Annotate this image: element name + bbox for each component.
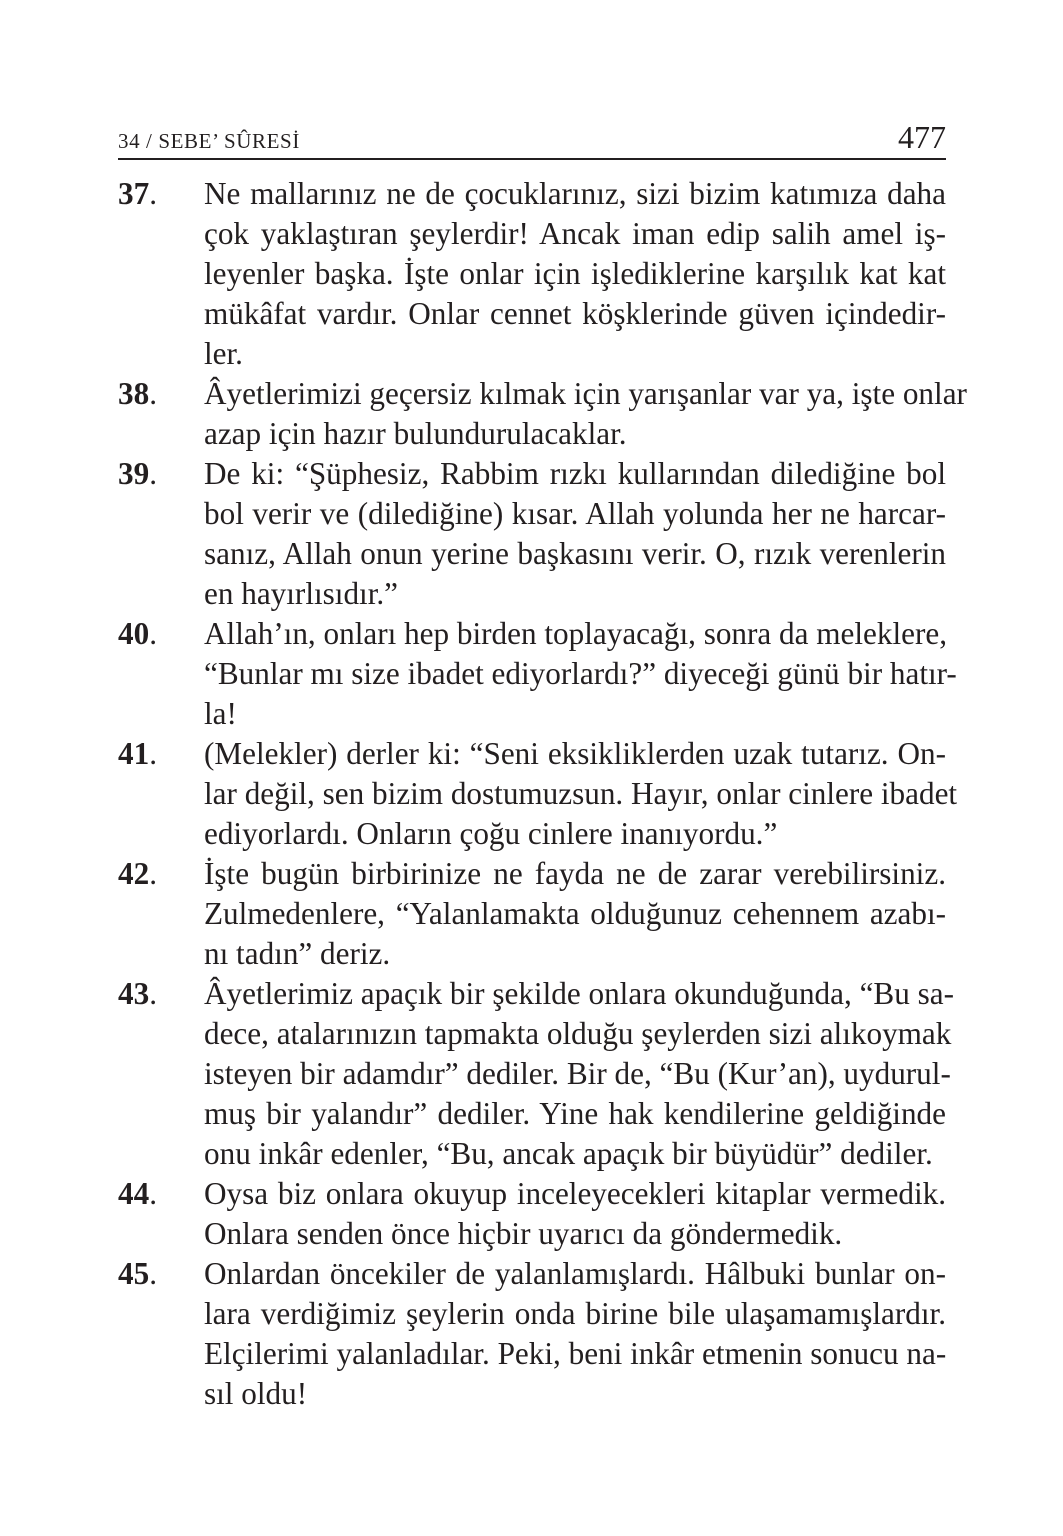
verse-number-dot: . (149, 456, 157, 491)
verse-line: mükâfat vardır. Onlar cennet köşklerinde güven içindedir- (204, 296, 946, 331)
verse-number-dot: . (149, 976, 157, 1011)
verse-number-value: 41 (118, 736, 150, 771)
verse-number-value: 38 (118, 376, 150, 411)
verse-number-dot: . (149, 736, 157, 771)
verse-number-value: 37 (118, 176, 150, 211)
verse-number-dot: . (149, 1176, 157, 1211)
verse-text (204, 854, 946, 974)
section-title: 34 / SEBE’ SÛRESİ (118, 129, 300, 153)
verse-text (204, 974, 954, 1174)
verse-45 (118, 1254, 946, 1414)
verse-line: azap için hazır bulundurulacaklar. (204, 416, 627, 451)
verse-number-dot: . (149, 856, 157, 891)
verse-line: bol verir ve (dilediğine) kısar. Allah yolunda her ne harcar- (204, 496, 946, 531)
verse-line: Ne mallarınız ne de çocuklarınız, sizi bizim katımıza daha (204, 176, 946, 211)
verse-line: çok yaklaştıran şeylerdir! Ancak iman edip salih amel iş- (204, 216, 946, 251)
verse-37 (118, 174, 946, 374)
verse-line: ler. (204, 336, 243, 371)
verse-text (204, 614, 957, 734)
verse-line: sıl oldu! (204, 1376, 308, 1411)
verse-number-value: 44 (118, 1176, 150, 1211)
verse-list (118, 174, 967, 1414)
verse-number-value: 45 (118, 1256, 150, 1291)
verse-line: (Melekler) derler ki: “Seni eksikliklerden uzak tutarız. On- (204, 736, 946, 771)
verse-line: Zulmedenlere, “Yalanlamakta olduğunuz cehennem azabı- (204, 896, 946, 931)
verse-number-dot: . (149, 1256, 157, 1291)
verse-text (204, 734, 958, 854)
verse-number (118, 374, 157, 414)
verse-line: sanız, Allah onun yerine başkasını verir. O, rızık verenlerin (204, 536, 946, 571)
verse-line: dece, atalarınızın tapmakta olduğu şeylerden sizi alıkoymak (204, 1016, 952, 1051)
page-number: 477 (898, 119, 946, 155)
verse-line: lar değil, sen bizim dostumuzsun. Hayır, onlar cinlere ibadet (204, 776, 958, 811)
verse-line: ediyorlardı. Onların çoğu cinlere inanıyordu.” (204, 816, 778, 851)
verse-number (118, 854, 157, 894)
verse-line: en hayırlısıdır.” (204, 576, 399, 611)
verse-39 (118, 454, 946, 614)
verse-line: la! (204, 696, 237, 731)
verse-text (204, 454, 946, 614)
verse-text (204, 174, 946, 374)
verse-text (204, 1174, 946, 1254)
verse-line: Oysa biz onlara okuyup inceleyecekleri kitaplar vermedik. (204, 1176, 946, 1211)
verse-number-value: 40 (118, 616, 150, 651)
verse-number (118, 174, 157, 214)
verse-number-dot: . (149, 616, 157, 651)
verse-line: Allah’ın, onları hep birden toplayacağı, sonra da meleklere, (204, 616, 948, 651)
verse-38 (118, 374, 967, 454)
verse-line: Âyetlerimiz apaçık bir şekilde onlara okunduğunda, “Bu sa- (204, 976, 954, 1011)
verse-41 (118, 734, 958, 854)
verse-text (204, 1254, 946, 1414)
verse-number-value: 42 (118, 856, 150, 891)
verse-number-dot: . (149, 376, 157, 411)
verse-number (118, 454, 157, 494)
verse-line: Onlara senden önce hiçbir uyarıcı da göndermedik. (204, 1216, 843, 1251)
verse-number (118, 614, 157, 654)
verse-number (118, 1174, 157, 1214)
verse-number-dot: . (149, 176, 157, 211)
verse-line: Âyetlerimizi geçersiz kılmak için yarışanlar var ya, işte onlar (204, 376, 967, 411)
verse-line: De ki: “Şüphesiz, Rabbim rızkı kullarından dilediğine bol (204, 456, 946, 491)
verse-number (118, 974, 157, 1014)
verse-line: muş bir yalandır” dediler. Yine hak kendilerine geldiğinde (204, 1096, 946, 1131)
verse-text (204, 374, 967, 454)
running-header (118, 118, 946, 160)
verse-40 (118, 614, 957, 734)
verse-number-value: 39 (118, 456, 150, 491)
verse-line: nı tadın” deriz. (204, 936, 391, 971)
verse-44 (118, 1174, 946, 1254)
verse-number (118, 734, 157, 774)
verse-42 (118, 854, 946, 974)
verse-line: isteyen bir adamdır” dediler. Bir de, “Bu (Kur’an), uydurul- (204, 1056, 951, 1091)
verse-number-value: 43 (118, 976, 150, 1011)
verse-line: Elçilerimi yalanladılar. Peki, beni inkâr etmenin sonucu na- (204, 1336, 947, 1371)
verse-line: Onlardan öncekiler de yalanlamışlardı. Hâlbuki bunlar on- (204, 1256, 946, 1291)
verse-line: lara verdiğimiz şeylerin onda birine bile ulaşamamışlardır. (204, 1296, 946, 1331)
verse-line: leyenler başka. İşte onlar için işlediklerine karşılık kat kat (204, 256, 946, 291)
verse-line: İşte bugün birbirinize ne fayda ne de zarar verebilirsiniz. (204, 856, 946, 891)
verse-43 (118, 974, 954, 1174)
verse-number (118, 1254, 157, 1294)
verse-line: onu inkâr edenler, “Bu, ancak apaçık bir büyüdür” dediler. (204, 1136, 933, 1171)
verse-line: “Bunlar mı size ibadet ediyorlardı?” diyeceği günü bir hatır- (204, 656, 957, 691)
